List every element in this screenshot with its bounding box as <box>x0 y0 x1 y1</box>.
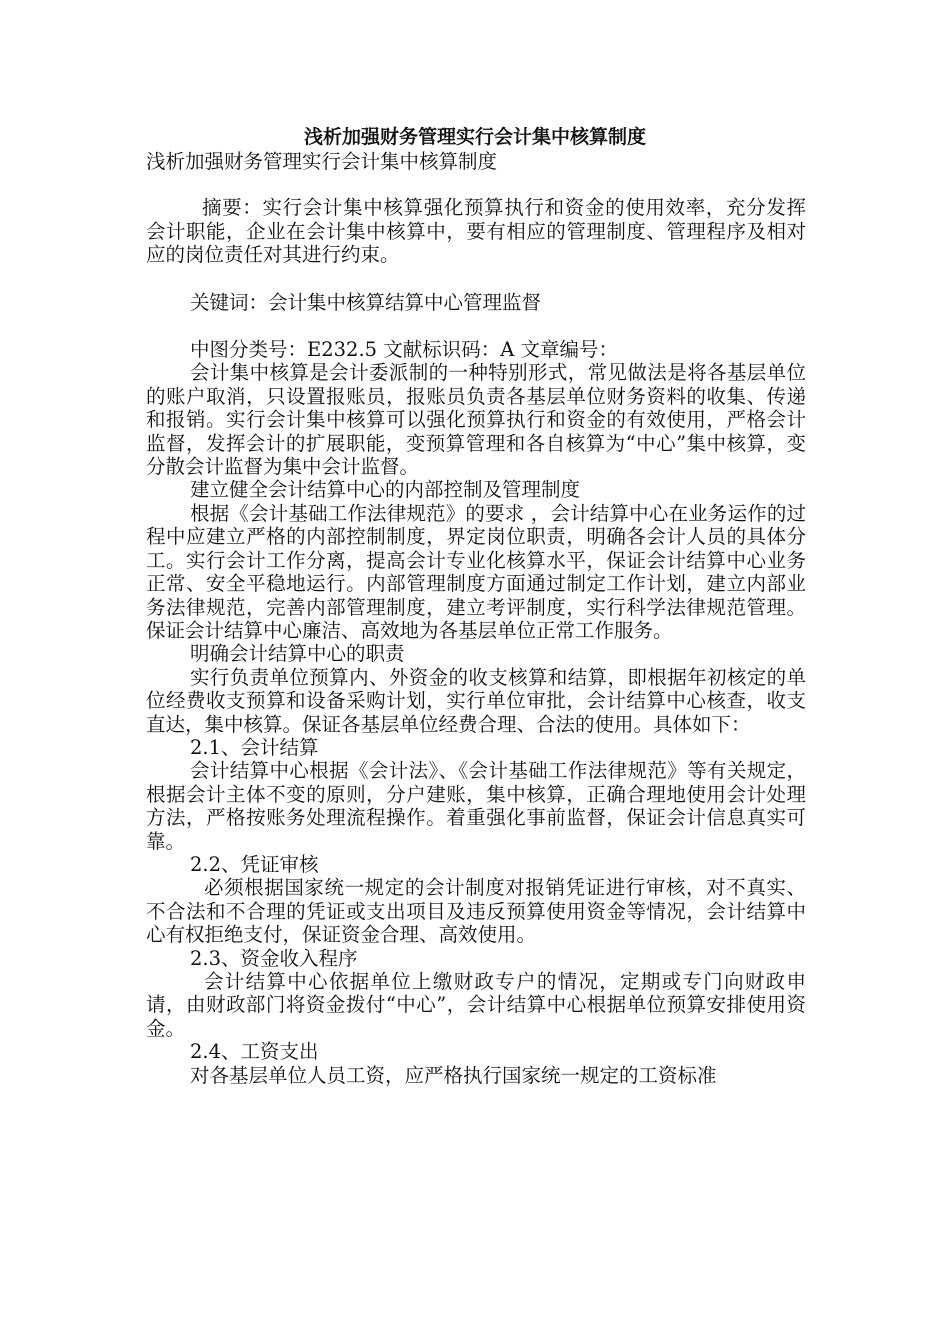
body-paragraph: 必须根据国家统一规定的会计制度对报销凭证进行审核，对不真实、不合法和不合理的凭证或支出项目及违反预算使用资金等情况，会计结算中心有权拒绝支付，保证资金合理、高效使用。 <box>146 876 806 947</box>
keywords-line: 关键词：会计集中核算结算中心管理监督 <box>190 290 542 314</box>
document-subtitle: 浅析加强财务管理实行会计集中核算制度 <box>146 150 498 173</box>
body-paragraph: 根据《会计基础工作法律规范》的要求 ，会计结算中心在业务运作的过程中应建立严格的内部控制制度，界定岗位职责，明确各会计人员的具体分工。实行会计工作分离，提高会计专业化核算水平，保证会计结算中心业务正常、安全平稳地运行。内部管理制度方面通过制定工作计划，建立内部业务法律规范，完善内部管理制度，建立考评制度，实行科学法律规范管理。保证会计结算中心廉洁、高效地为各基层单位正常工作服务。 <box>146 501 806 642</box>
body-paragraph: 会计结算中心根据《会计法》、《会计基础工作法律规范》等有关规定，根据会计主体不变的原则，分户建账，集中核算，正确合理地使用会计处理方法，严格按账务处理流程操作。着重强化事前监督，保证会计信息真实可靠。 <box>146 759 806 853</box>
body-paragraph: 实行负责单位预算内、外资金的收支核算和结算，即根据年初核定的单位经费收支预算和设备采购计划，实行单位审批，会计结算中心核查，收支直达，集中核算。保证各基层单位经费合理、合法的使用。具体如下： <box>146 665 806 736</box>
section-heading: 建立健全会计结算中心的内部控制及管理制度 <box>190 478 581 502</box>
section-heading: 明确会计结算中心的职责 <box>190 642 405 666</box>
body-paragraph: 会计结算中心依据单位上缴财政专户的情况，定期或专门向财政申请，由财政部门将资金拨付“中心”，会计结算中心根据单位预算安排使用资金。 <box>146 970 806 1040</box>
abstract-paragraph: 摘要：实行会计集中核算强化预算执行和资金的使用效率，充分发挥会计职能，企业在会计集中核算中，要有相应的管理制度、管理程序及相对应的岗位责任对其进行约束。 <box>146 196 806 267</box>
subsection-heading: 2.4、工资支出 <box>190 1040 319 1064</box>
document-title: 浅析加强财务管理实行会计集中核算制度 <box>303 126 646 148</box>
subsection-heading: 2.1、会计结算 <box>190 735 319 759</box>
subsection-heading: 2.2、凭证审核 <box>190 852 319 876</box>
body-paragraph: 对各基层单位人员工资，应严格执行国家统一规定的工资标准 <box>190 1063 717 1087</box>
document-body <box>146 150 806 1087</box>
classification-line: 中图分类号：E232.5 文献标识码：A 文章编号： <box>190 338 619 362</box>
subsection-heading: 2.3、资金收入程序 <box>190 946 358 970</box>
body-paragraph: 会计集中核算是会计委派制的一种特别形式，常见做法是将各基层单位的账户取消，只设置报账员，报账员负责各基层单位财务资料的收集、传递和报销。实行会计集中核算可以强化预算执行和资金的有效使用，严格会计监督，发挥会计的扩展职能，变预算管理和各自核算为“中心”集中核算，变分散会计监督为集中会计监督。 <box>146 361 806 479</box>
